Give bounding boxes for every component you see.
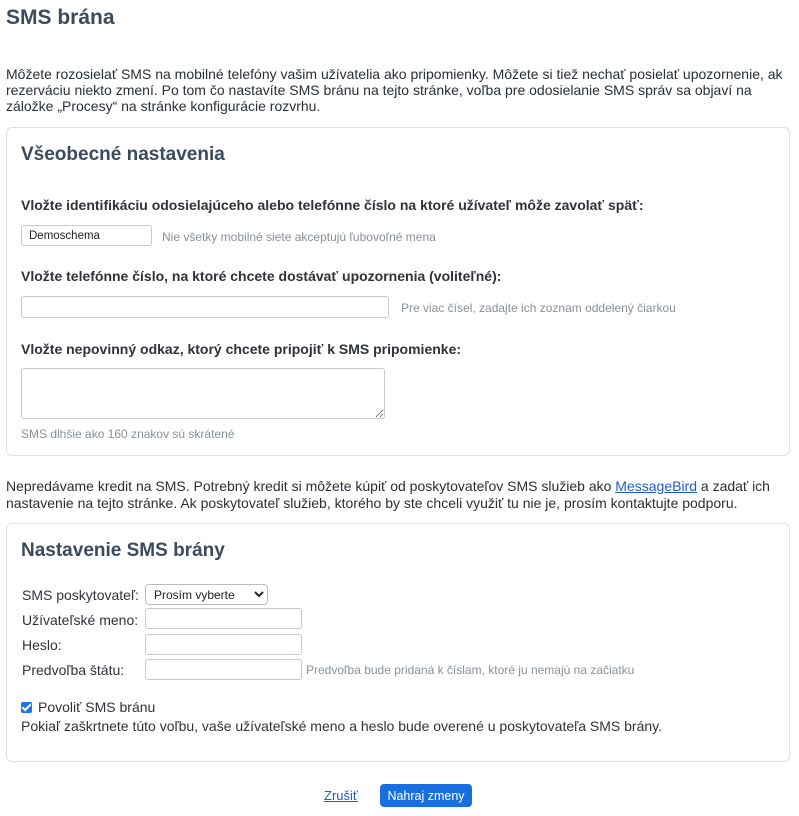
password-input[interactable]	[145, 634, 302, 655]
link-label: Vložte nepovinný odkaz, ktorý chcete pripojiť k SMS pripomienke:	[21, 341, 462, 357]
cancel-link[interactable]: Zrušiť	[324, 788, 358, 803]
enable-gateway-row[interactable]	[21, 699, 155, 715]
prefix-input[interactable]	[145, 659, 302, 680]
intro-text: Môžete rozosielať SMS na mobilné telefóny vašim užívatelia ako pripomienky. Môžete si tiež nechať posielať upozornenie, ak rezerváciu niekto zmení. Po tom čo nastavíte SMS bránu na tejto stránke, voľba pre odosielanie SMS správ sa objaví na záložke „Procesy“ na stránke konfigurácie rozvrhu.	[6, 66, 783, 114]
username-label: Užívateľské meno:	[22, 612, 139, 628]
sender-label: Vložte identifikáciu odosielajúceho alebo telefónne číslo na ktoré užívateľ môže zavolať späť:	[21, 197, 644, 213]
messagebird-link[interactable]: MessageBird	[615, 478, 697, 494]
general-settings-title: Všeobecné nastavenia	[21, 144, 225, 165]
prefix-hint: Predvoľba bude pridaná k číslam, ktoré ju nemajú na začiatku	[306, 663, 635, 677]
phone-hint: Pre viac čísel, zadajte ich zoznam oddelený čiarkou	[401, 301, 676, 315]
username-input[interactable]	[145, 608, 302, 629]
prefix-label: Predvoľba štátu:	[22, 662, 125, 678]
password-label: Heslo:	[22, 637, 62, 653]
credit-note	[6, 478, 791, 512]
sender-hint: Nie všetky mobilné siete akceptujú ľubovoľné mena	[162, 230, 436, 244]
link-textarea[interactable]	[21, 368, 385, 419]
sender-input[interactable]	[21, 225, 152, 246]
phone-input[interactable]	[21, 296, 389, 318]
gateway-settings-card	[6, 523, 790, 762]
credit-note-text-end: a zadať ich nastavenie na tejto stránke. Ak poskytovateľ služieb, ktorého by ste chceli využiť tu nie je, prosím kontaktujte podporu.	[6, 478, 770, 511]
link-hint: SMS dlhšie ako 160 znakov sú skrátené	[21, 427, 235, 441]
enable-gateway-description: Pokiaľ zaškrtnete túto voľbu, vaše užívateľské meno a heslo bude overené u poskytovateľa SMS brány.	[21, 718, 662, 734]
save-button[interactable]: Nahraj zmeny	[380, 784, 472, 807]
page-title: SMS brána	[6, 6, 115, 29]
credit-note-text: Nepredávame kredit na SMS. Potrebný kredit si môžete kúpiť od poskytovateľov SMS služieb ako	[6, 478, 616, 494]
phone-label: Vložte telefónne číslo, na ktoré chcete dostávať upozornenia (voliteľné):	[21, 268, 502, 284]
enable-gateway-label: Povoliť SMS bránu	[38, 699, 156, 715]
provider-select[interactable]	[145, 584, 268, 605]
enable-gateway-checkbox[interactable]	[21, 702, 32, 713]
general-settings-card	[6, 127, 790, 456]
gateway-settings-title: Nastavenie SMS brány	[21, 540, 225, 561]
provider-label: SMS poskytovateľ:	[22, 587, 139, 603]
